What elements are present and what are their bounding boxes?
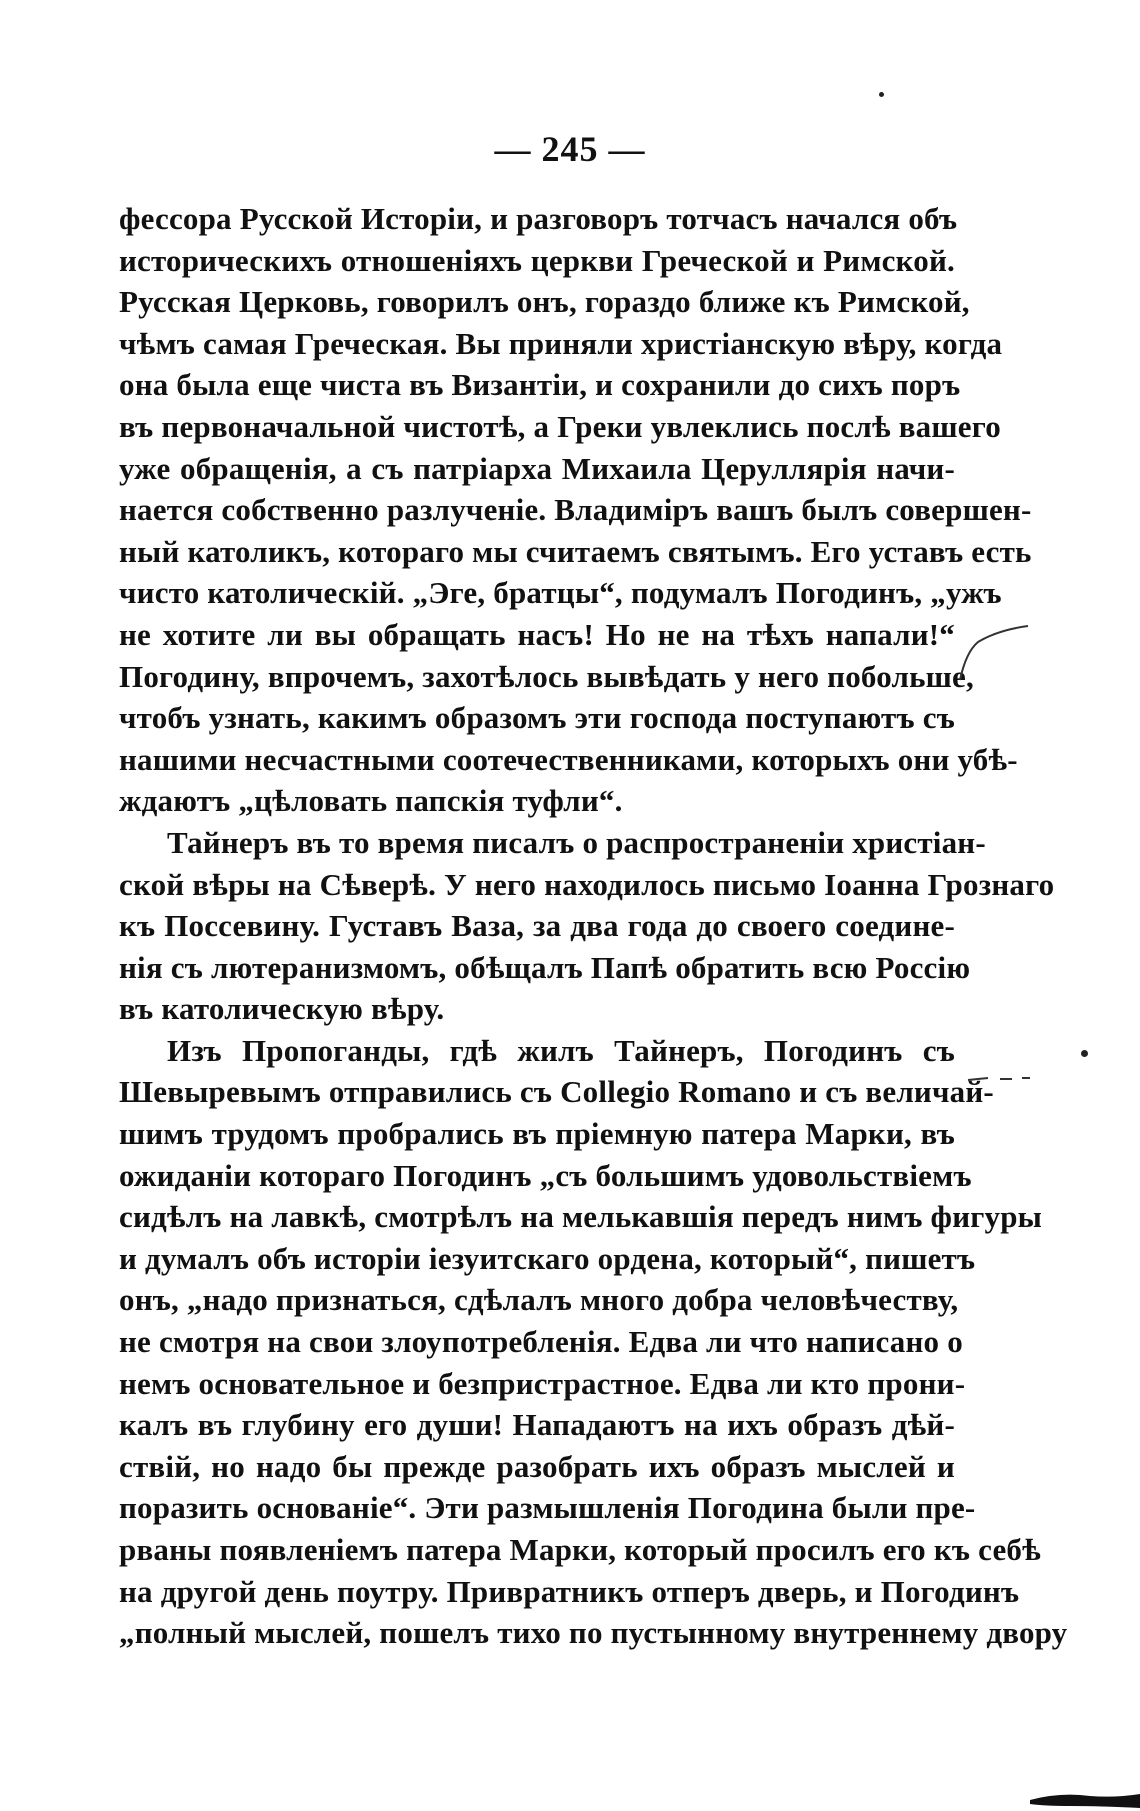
text-line: Тайнеръ въ то время писалъ о распространеніи христіан- [167, 824, 986, 860]
margin-pencil-mark [958, 612, 1038, 682]
stray-dot [1081, 1050, 1088, 1057]
text-line: не хотите ли вы обращать насъ! Но не на тѣхъ напали!“ [119, 616, 955, 652]
text-line: къ Поссевину. Густавъ Ваза, за два года до своего соедине- [119, 908, 955, 944]
margin-dash-mark [966, 1072, 1036, 1088]
text-line: ожиданіи котораго Погодинъ „съ большимъ удовольствіемъ [119, 1157, 972, 1193]
text-line: калъ въ глубину его души! Нападаютъ на ихъ образъ дѣй- [119, 1407, 955, 1443]
text-line: ждаютъ „цѣловать папскія туфли“. [119, 783, 623, 819]
text-line: нается собственно разлученіе. Владиміръ вашъ былъ совершен- [119, 492, 1032, 528]
text-line: ствій, но надо бы прежде разобрать ихъ образъ мыслей и [119, 1448, 955, 1484]
text-line: уже обращенія, а съ патріарха Михаила Церуллярія начи- [119, 450, 955, 486]
text-line: ской вѣры на Сѣверѣ. У него находилось письмо Іоанна Грознаго [119, 866, 1055, 902]
text-line: чисто католическій. „Эге, братцы“, подумалъ Погодинъ, „ужъ [119, 575, 1002, 611]
text-line: шимъ трудомъ пробрались въ пріемную патера Марки, въ [119, 1116, 955, 1152]
text-line: Изъ Пропоганды, гдѣ жилъ Тайнеръ, Погодинъ съ [167, 1032, 955, 1068]
text-line: не смотря на свои злоупотребленія. Едва ли что написано о [119, 1324, 963, 1360]
text-line: рваны появленіемъ патера Марки, который просилъ его къ себѣ [119, 1532, 1041, 1567]
text-line: Шевыревымъ отправились съ Collegio Romano и съ величай- [119, 1074, 994, 1110]
text-line: „полный мыслей, пошелъ тихо по пустынному внутреннему двору [119, 1615, 1068, 1651]
text-line: на другой день поутру. Привратникъ отперъ дверь, и Погодинъ [119, 1573, 1020, 1609]
text-line: въ первоначальной чистотѣ, а Греки увлеклись послѣ вашего [119, 408, 1001, 444]
text-line: Погодину, впрочемъ, захотѣлось вывѣдать у него побольше, [119, 658, 974, 694]
text-line: нія съ лютеранизмомъ, обѣщалъ Папѣ обратить всю Россію [119, 949, 971, 985]
text-line: историческихъ отношеніяхъ церкви Греческой и Римской. [119, 242, 955, 278]
text-line: чѣмъ самая Греческая. Вы приняли христіанскую вѣру, когда [119, 325, 1003, 361]
page-number: — 245 — [494, 129, 646, 169]
text-line: нашими несчастными соотечественниками, которыхъ они убѣ- [119, 741, 1018, 777]
text-line: ный католикъ, котораго мы считаемъ святымъ. Его уставъ есть [119, 533, 1032, 569]
text-line: она была еще чиста въ Византіи, и сохранили до сихъ поръ [119, 367, 961, 403]
text-line: въ католическую вѣру. [119, 991, 445, 1027]
stray-dot [879, 92, 884, 97]
text-line: и думалъ объ исторіи іезуитскаго ордена, который“, пишетъ [119, 1240, 976, 1276]
bottom-ink-smudge [1030, 1786, 1140, 1811]
body-text [119, 198, 1068, 1654]
text-line: онъ, „надо признаться, сдѣлалъ много добра человѣчеству, [119, 1282, 959, 1318]
text-line: поразить основаніе“. Эти размышленія Погодина были пре- [119, 1490, 976, 1526]
text-line: Русская Церковь, говорилъ онъ, гораздо ближе къ Римской, [119, 284, 970, 320]
text-line: сидѣлъ на лавкѣ, смотрѣлъ на мелькавшія передъ нимъ фигуры [119, 1199, 1043, 1235]
text-line: фессора Русской Исторіи, и разговоръ тотчасъ начался объ [119, 201, 958, 236]
text-line: немъ основательное и безпристрастное. Едва ли кто прони- [119, 1365, 966, 1401]
text-line: чтобъ узнать, какимъ образомъ эти господа поступаютъ съ [119, 700, 955, 736]
